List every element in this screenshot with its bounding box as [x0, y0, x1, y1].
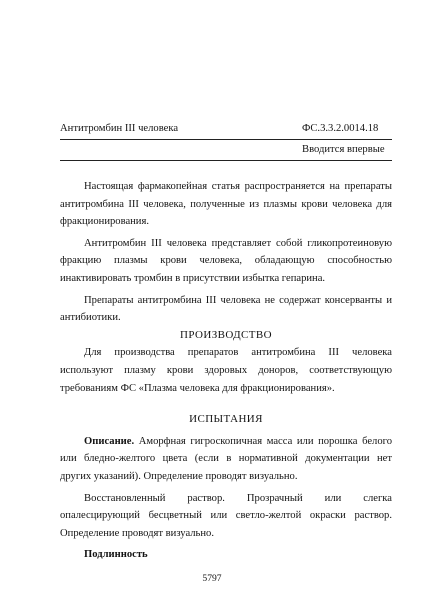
authenticity-label: Подлинность — [84, 549, 148, 561]
intro-paragraph-2: Антитромбин III человека представляет собой гликопротеиновую фракцию плазмы крови человека, обладающую способностью инактивировать тромбин в присутствии избытка гепарина. — [60, 237, 392, 284]
description-label: Описание. — [84, 435, 135, 447]
page-number: 5797 — [202, 573, 222, 584]
header-divider-bottom — [60, 160, 392, 161]
intro-paragraph-3: Препараты антитромбина III человека не содержат консерванты и антибиотики. — [60, 294, 392, 324]
monograph-code: ФС.3.3.2.0014.18 — [302, 123, 379, 134]
intro-paragraph-1: Настоящая фармакопейная статья распространяется на препараты антитромбина III человека, полученные из плазмы крови человека для фракционирования. — [60, 181, 392, 228]
description-text: Аморфная гигроскопичная масса или порошка белого или бледно-желтого цвета (если в нормативной документации нет других указаний). Определение проводят визуально. — [60, 435, 392, 482]
production-heading: ПРОИЗВОДСТВО — [180, 328, 272, 341]
tests-heading: ИСПЫТАНИЯ — [189, 413, 263, 426]
authenticity-paragraph — [60, 546, 392, 564]
restored-solution-paragraph: Восстановленный раствор. Прозрачный или слегка опалесцирующий бесцветный или светло-желтой окраски раствор. Определение проводят визуально. — [60, 492, 392, 539]
description-paragraph — [60, 433, 392, 486]
monograph-title: Антитромбин III человека — [60, 123, 179, 134]
header-divider — [60, 139, 392, 140]
document-body — [60, 178, 392, 564]
monograph-note: Вводится впервые — [302, 144, 385, 155]
production-paragraph: Для производства препаратов антитромбина III человека используют плазму крови здоровых доноров, соответствующую требованиям ФС «Плазма человека для фракционирования». — [60, 347, 392, 394]
